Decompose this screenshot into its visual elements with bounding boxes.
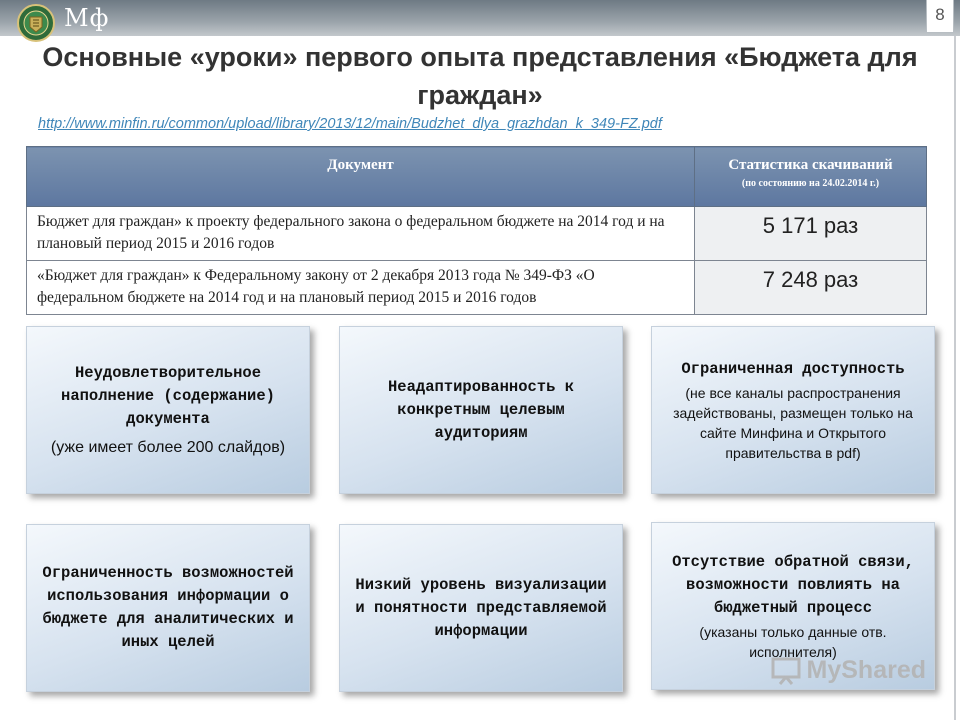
presentation-board-icon <box>771 655 801 685</box>
lesson-title: Неудовлетворительное наполнение (содержание) документа <box>61 363 275 428</box>
lesson-card-audience <box>339 326 623 494</box>
downloads-cell: 5 171 раз <box>695 207 927 261</box>
stats-date-note: (по состоянию на 24.02.2014 г.) <box>741 178 880 189</box>
lesson-title: Низкий уровень визуализации и понятности представляемой информации <box>355 575 607 640</box>
slide-number: 8 <box>926 0 954 33</box>
lesson-title: Отсутствие обратной связи, возможности повлиять на бюджетный процесс <box>672 552 914 617</box>
lesson-note: (уже имеет более 200 слайдов) <box>50 438 286 456</box>
document-cell: «Бюджет для граждан» к Федеральному закону от 2 декабря 2013 года № 349-ФЗ «О федеральном бюджете на 2014 год и на плановый период 2015 и 2016 годов <box>27 261 695 315</box>
watermark <box>771 655 926 685</box>
column-header-stats: Статистика скачиваний (по состоянию на 24.02.2014 г.) <box>695 147 927 207</box>
source-link[interactable]: http://www.minfin.ru/common/upload/library/2013/12/main/Budzhet_dlya_grazhdan_k_349-FZ.pdf <box>38 116 662 132</box>
lesson-title: Ограниченная доступность <box>681 359 905 378</box>
watermark-text: MyShared <box>806 655 926 684</box>
column-header-document: Документ <box>27 147 695 207</box>
ministry-emblem-icon <box>16 3 56 43</box>
ministry-logo-text: Мф <box>64 4 110 32</box>
lesson-note: (не все каналы распространения задействованы, размещен только на сайте Минфина и Открытого правительства в pdf) <box>673 384 913 461</box>
lesson-title: Ограниченность возможностей использования информации о бюджете для аналитических и иных целей <box>42 564 294 651</box>
table-row <box>27 261 927 315</box>
document-cell: Бюджет для граждан» к проекту федерального закона о федеральном бюджете на 2014 год и на плановый период 2015 и 2016 годов <box>27 207 695 261</box>
downloads-cell: 7 248 раз <box>695 261 927 315</box>
table-header-row <box>27 147 927 207</box>
table-row <box>27 207 927 261</box>
downloads-table <box>26 146 927 315</box>
lesson-card-availability <box>651 326 935 494</box>
page-title: Основные «уроки» первого опыта представления «Бюджета для граждан» <box>42 42 918 110</box>
lesson-card-visualization <box>339 524 623 692</box>
lesson-note: (указаны только данные отв. исполнителя) <box>699 623 887 660</box>
right-border <box>954 36 956 720</box>
lesson-card-content <box>26 326 310 494</box>
lesson-title: Неадаптированность к конкретным целевым аудиториям <box>387 377 575 442</box>
top-bar <box>0 0 960 36</box>
lesson-card-usage <box>26 524 310 692</box>
